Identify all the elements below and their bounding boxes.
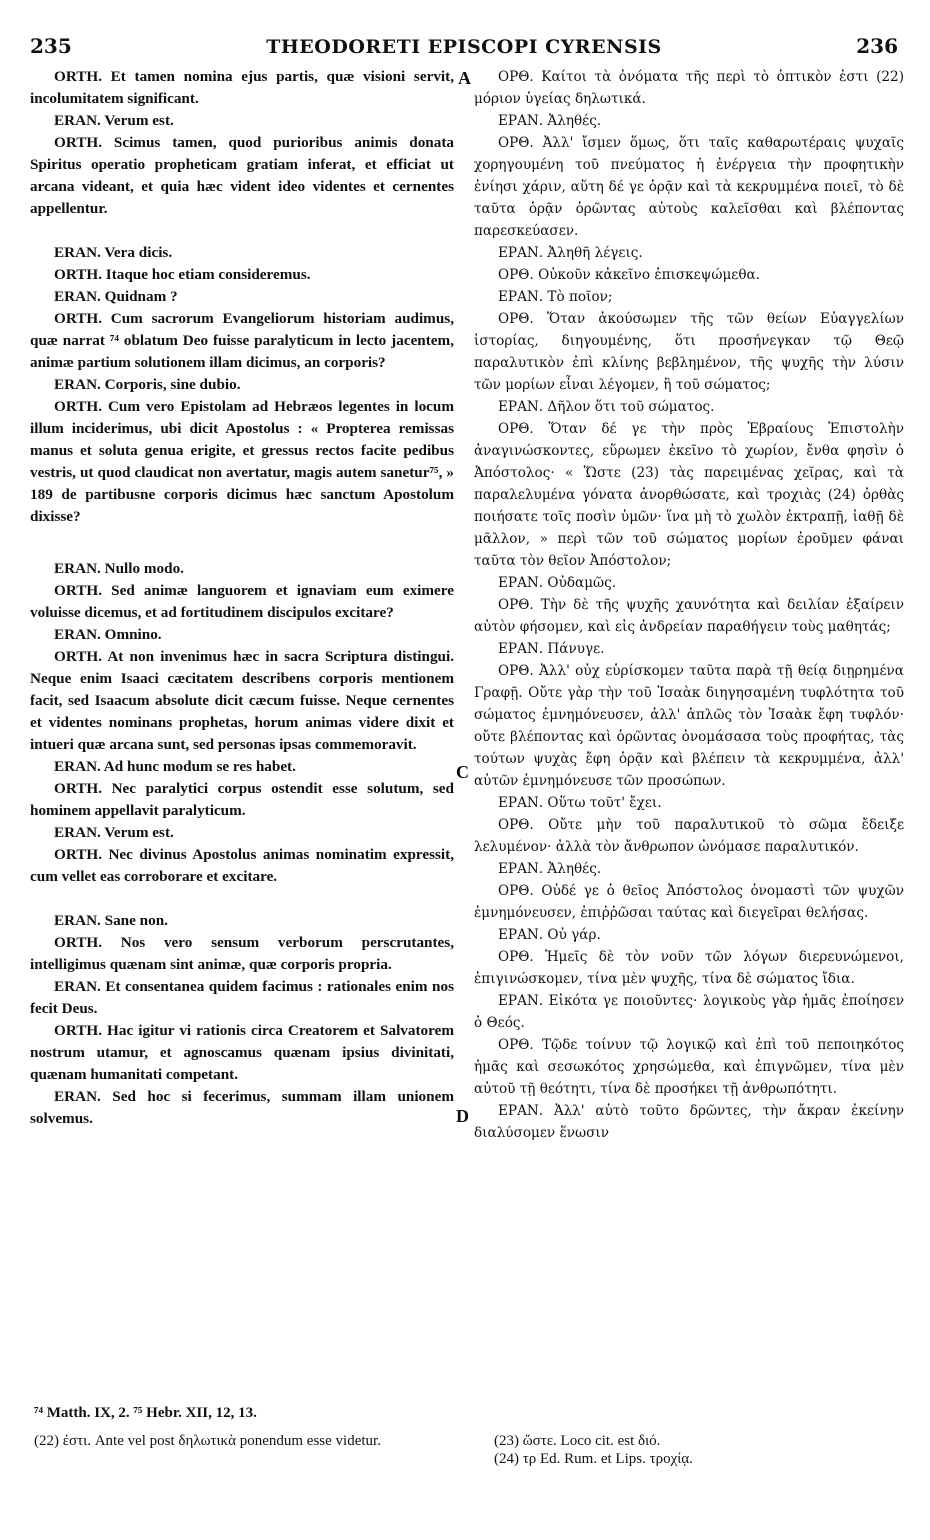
footnote-22: (22) ἐστι. Ante vel post δηλωτικὰ ponendum esse videtur. (34, 1433, 381, 1449)
right-paragraph: ΕΡΑΝ. Εἰκότα γε ποιοῦντες· λογικοὺς γὰρ ἡμᾶς ἐποίησεν ὁ Θεός. (474, 993, 904, 1031)
left-paragraph: ERAN. Omnino. (54, 626, 162, 643)
right-paragraph: ΟΡΘ. Καίτοι τὰ ὀνόματα τῆς περὶ τὸ ὀπτικὸν ἐστι (22) μόριον ὑγείας δηλωτικά. (474, 69, 904, 107)
left-paragraph: ERAN. Sed hoc si fecerimus, summam illam unionem solvemus. (30, 1088, 454, 1127)
right-paragraph: ΟΡΘ. Ἡμεῖς δὲ τὸν νοῦν τῶν λόγων διερευνώμενοι, ἐπιγινώσκομεν, τίνα μὲν ψυχῆς, τίνα δὲ σώματος ἴδια. (474, 949, 904, 987)
footnote-23: (23) ὥστε. Loco cit. est διό. (494, 1433, 661, 1449)
right-paragraph: ΕΡΑΝ. Πάνυγε. (498, 641, 605, 657)
right-paragraph: ΟΡΘ. Οὐδέ γε ὁ θεῖος Ἀπόστολος ὀνομαστὶ τῶν ψυχῶν ἐμνημόνευσεν, ἐπιῤῥῶσαι ταύτας καὶ διεγεῖραι θελήσας. (474, 883, 904, 921)
right-paragraph: ΟΡΘ. Ὅταν δέ γε τὴν πρὸς Ἑβραίους Ἐπιστολὴν ἀναγινώσκοντες, εὕρωμεν ἐκεῖνο τὸ χωρίον, ἔνθα φησὶν ὁ Ἀπόστολος· « Ὥστε (23) τὰς παρειμένας χεῖρας, καὶ τὰ παραλελυμένα γόνατα ἀνορθώσατε, καὶ τροχιὰς (24) ὀρθὰς ποιήσατε τοῖς ποσὶν ὑμῶν· ἵνα μὴ τὸ χωλὸν ἐκτραπῇ, ἰαθῇ δὲ μᾶλλον, » περὶ τῶν τοῦ σώματος μορίων ἐροῦμεν φάναι ταῦτα τὸν θεῖον Ἀπόστολον; (474, 421, 904, 569)
left-paragraph: ORTH. Scimus tamen, quod purioribus animis donata Spiritus operatio propheticam gratiam inferat, et efficiat ut arcana videant, et quia hæc vident ideo videntes et cernentes appellentur. (30, 134, 454, 217)
left-paragraph: ERAN. Verum est. (54, 112, 174, 129)
section-marker-d: D (456, 1106, 469, 1126)
running-title: THEODORETI EPISCOPI CYRENSIS (266, 36, 662, 58)
section-marker-c: C (456, 762, 469, 782)
right-paragraph: ΟΡΘ. Ὅταν ἀκούσωμεν τῆς τῶν θείων Εὐαγγελίων ἱστορίας, διηγουμένης, ὅτι προσήνεγκαν τῷ Θεῷ παραλυτικὸν ἐπὶ κλίνης βεβλημένον, τῆς ψυχῆς τὴν λύσιν τῶν μορίων εἶναι λέγομεν, ἢ τοῦ σώματος; (474, 311, 904, 393)
paragraph-spacer (30, 888, 454, 910)
right-paragraph: ΟΡΘ. Ἀλλ' ἴσμεν ὅμως, ὅτι ταῖς καθαρωτέραις ψυχαῖς χορηγουμένη τοῦ πνεύματος ἡ ἐνέργεια τὴν προφητικὴν ἐνίησι χάριν, αὕτη δέ γε ὁρᾷν καὶ τὰ κεκρυμμένα ποιεῖ, τὸ δὲ ταῦτα ὁρᾷν ὁρῶντας αὐτοὺς καλεῖσθαι καὶ βλέποντας παρεσκεύασεν. (474, 135, 904, 239)
left-paragraph: ERAN. Nullo modo. (54, 560, 184, 577)
right-paragraph: ΕΡΑΝ. Οὕτω τοῦτ' ἔχει. (498, 795, 662, 811)
right-paragraph: ΕΡΑΝ. Ἀληθῆ λέγεις. (498, 245, 643, 261)
left-paragraph: ERAN. Corporis, sine dubio. (54, 376, 241, 393)
left-paragraph: ERAN. Quidnam ? (54, 288, 178, 305)
right-paragraph: ΟΡΘ. Οὔτε μὴν τοῦ παραλυτικοῦ τὸ σῶμα ἔδειξε λελυμένον· ἀλλὰ τὸν ἄνθρωπον ὠνόμασε παραλυτικόν. (474, 817, 904, 855)
left-paragraph: ORTH. Sed animæ languorem et ignaviam eum eximere voluisse dicemus, et ad fortitudinem discipulos excitare? (30, 582, 454, 621)
paragraph-spacer (30, 528, 454, 558)
right-paragraph: ΟΡΘ. Οὐκοῦν κἀκεῖνο ἐπισκεψώμεθα. (498, 267, 761, 283)
left-paragraph: ORTH. Cum sacrorum Evangeliorum historiam audimus, quæ narrat ⁷⁴ oblatum Deo fuisse paralyticum in lecto jacentem, animæ partium solutionem illam dicimus, an corporis? (30, 310, 454, 371)
left-paragraph: ORTH. Et tamen nomina ejus partis, quæ visioni servit, incolumitatem significant. (30, 68, 454, 107)
greek-column (474, 66, 904, 1144)
page-header (30, 34, 898, 60)
left-paragraph: ERAN. Ad hunc modum se res habet. (54, 758, 296, 775)
right-paragraph: ΕΡΑΝ. Δῆλον ὅτι τοῦ σώματος. (498, 399, 715, 415)
left-paragraph: ORTH. Nec paralytici corpus ostendit esse solutum, sed hominem appellavit paralyticum. (30, 780, 454, 819)
right-paragraph: ΕΡΑΝ. Οὐ γάρ. (498, 927, 601, 943)
latin-column (30, 66, 454, 1130)
right-paragraph: ΕΡΑΝ. Ἀληθές. (498, 113, 602, 129)
right-paragraph: ΕΡΑΝ. Ἀληθές. (498, 861, 602, 877)
right-paragraph: ΕΡΑΝ. Τὸ ποῖον; (498, 289, 613, 305)
right-paragraph: ΟΡΘ. Τῷδε τοίνυν τῷ λογικῷ καὶ ἐπὶ τοῦ πεποιηκότος ἡμᾶς καὶ σεσωκότος χρησώμεθα, καὶ ἐπιγνῶμεν, τίνα μὲν αὐτοῦ τῇ θεότητι, τίνα δὲ προσήκει τῇ ἀνθρωπότητι. (474, 1037, 904, 1097)
left-paragraph: ORTH. Nos vero sensum verborum perscrutantes, intelligimus quænam sint animæ, quæ corporis propria. (30, 934, 454, 973)
left-paragraph: ERAN. Sane non. (54, 912, 168, 929)
left-paragraph: ERAN. Vera dicis. (54, 244, 173, 261)
left-paragraph: ORTH. Itaque hoc etiam consideremus. (54, 266, 311, 283)
paragraph-spacer (30, 220, 454, 242)
right-paragraph: ΟΡΘ. Τὴν δὲ τῆς ψυχῆς χαυνότητα καὶ δειλίαν ἐξαίρειν αὐτὸν φήσομεν, καὶ εἰς ἀνδρείαν παραθήγειν τοὺς μαθητάς; (474, 597, 904, 635)
footnote-24: (24) τρ Ed. Rum. et Lips. τροχίᾳ. (494, 1451, 693, 1467)
right-paragraph: ΕΡΑΝ. Ἀλλ' αὐτὸ τοῦτο δρῶντες, τὴν ἄκραν ἐκείνην διαλύσομεν ἕνωσιν (474, 1103, 904, 1141)
footnote-references: ⁷⁴ Matth. IX, 2. ⁷⁵ Hebr. XII, 12, 13. (34, 1405, 257, 1421)
left-paragraph: ORTH. At non invenimus hæc in sacra Scriptura distingui. Neque enim Isaaci cæcitatem describens corporis mentionem facit, sed Isaacum absolute dicit cæcum fuisse. Neque cernentes et videntes nominans prophetas, horum animas videre dixit et intueri quæ arcana sunt, sed personas ipsas commemoravit. (30, 648, 454, 753)
page-number-right: 236 (856, 34, 898, 58)
right-paragraph: ΕΡΑΝ. Οὐδαμῶς. (498, 575, 617, 591)
left-paragraph: ORTH. Hac igitur vi rationis circa Creatorem et Salvatorem nostrum utamur, et agnoscamus quænam ipsius divinitati, quænam humanitati competant. (30, 1022, 454, 1083)
left-paragraph: ORTH. Nec divinus Apostolus animas nominatim expressit, cum vellet eas corroborare et excitare. (30, 846, 454, 885)
left-paragraph: ORTH. Cum vero Epistolam ad Hebræos legentes in locum illum inciderimus, ubi dicit Apostolus : « Propterea remissas manus et soluta genua erigite, et gressus rectos facite pedibus vestris, ut quod claudicat non avertatur, magis autem sanetur⁷⁵, » 189 de partibusne corporis dicimus hæc sanctum Apostolum dixisse? (30, 398, 454, 525)
page-number-left: 235 (30, 34, 72, 58)
left-paragraph: ERAN. Verum est. (54, 824, 174, 841)
right-paragraph: ΟΡΘ. Ἀλλ' οὐχ εὑρίσκομεν ταῦτα παρὰ τῇ θείᾳ διῃρημένα Γραφῇ. Οὔτε γὰρ τὴν τοῦ Ἰσαὰκ διηγησαμένη τυφλότητα τοῦ σώματος ἐμνημόνευσεν, ἀλλ' ἁπλῶς τὸν Ἰσαὰκ ἔφη τυφλόν· οὔτε βλέποντας καὶ ὁρῶντας ὀνομάσασα τοὺς προφήτας, τὰς τούτων ψυχὰς ἔφη ὁρᾷν καὶ βλέπειν τὰ κεκρυμμένα, ἀλλ' αὐτῶν ἐμνημόνευσε τῶν προσώπων. (474, 663, 904, 789)
section-marker-a: A (458, 68, 471, 88)
left-paragraph: ERAN. Et consentanea quidem facimus : rationales enim nos fecit Deus. (30, 978, 454, 1017)
